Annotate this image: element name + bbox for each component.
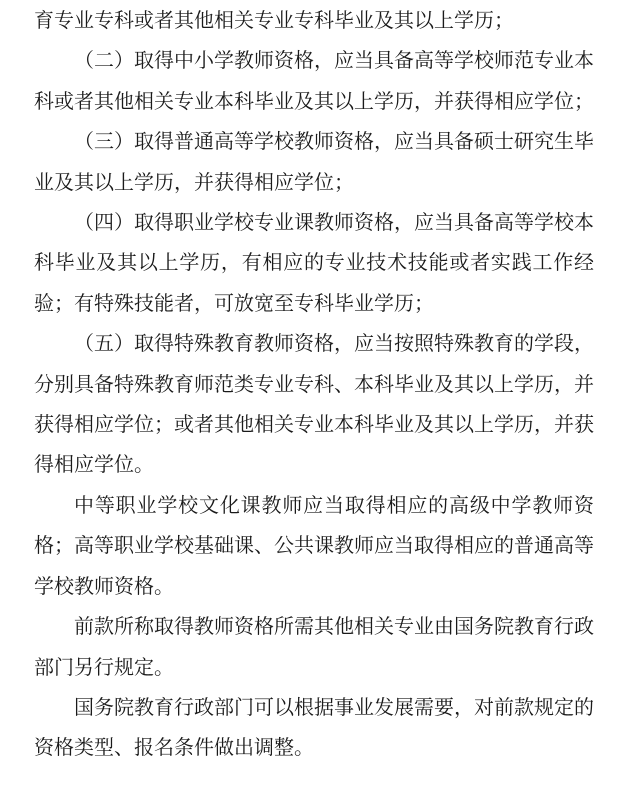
paragraph-continuation: 育专业专科或者其他相关专业专科毕业及其以上学历； [34, 8, 514, 32]
paragraph-item-2: （二）取得中小学教师资格，应当具备高等学校师范专业本科或者其他相关专业本科毕业及其以上学历，并获得相应学位； [34, 48, 594, 113]
paragraph-vocational-culture: 中等职业学校文化课教师应当取得相应的高级中学教师资格；高等职业学校基础课、公共课教师应当取得相应的普通高等学校教师资格。 [34, 492, 594, 598]
document-body [34, 0, 594, 768]
paragraph-item-5: （五）取得特殊教育教师资格，应当按照特殊教育的学段，分别具备特殊教育师范类专业专科、本科毕业及其以上学历，并获得相应学位；或者其他相关专业本科毕业及其以上学历，并获得相应学位。 [34, 331, 594, 477]
paragraph-related-majors: 前款所称取得教师资格所需其他相关专业由国务院教育行政部门另行规定。 [34, 614, 594, 679]
paragraph-item-4: （四）取得职业学校专业课教师资格，应当具备高等学校本科毕业及其以上学历，有相应的专业技术技能或者实践工作经验；有特殊技能者，可放宽至专科毕业学历； [34, 210, 594, 315]
paragraph-item-3: （三）取得普通高等学校教师资格，应当具备硕士研究生毕业及其以上学历，并获得相应学位； [34, 129, 594, 194]
paragraph-adjustment: 国务院教育行政部门可以根据事业发展需要，对前款规定的资格类型、报名条件做出调整。 [34, 694, 594, 760]
